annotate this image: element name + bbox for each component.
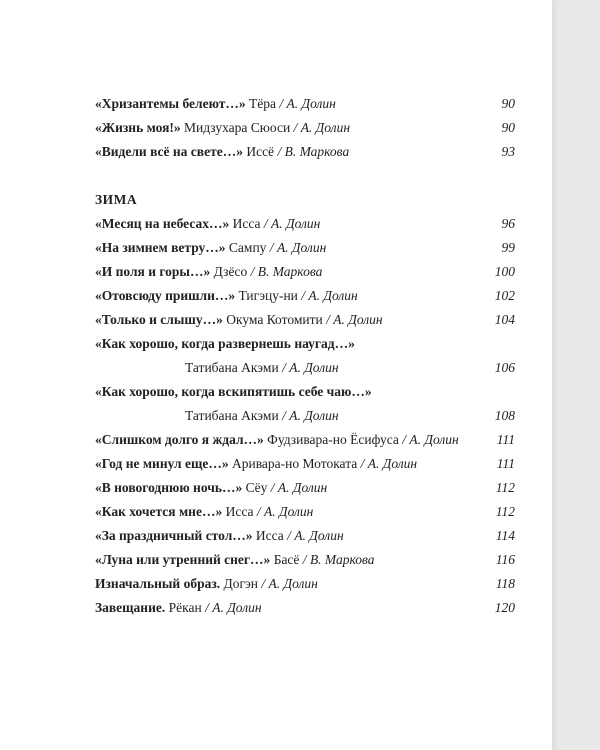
- entry-title: «Видели всё на свете…»: [95, 144, 243, 159]
- entry-page-number: 116: [495, 552, 515, 567]
- entry-translator: В. Маркова: [284, 144, 350, 159]
- entry-separator: /: [357, 456, 368, 471]
- entry-translator: А. Долин: [367, 456, 418, 471]
- entry-translator: А. Долин: [286, 96, 336, 111]
- entry-translator: А. Долин: [333, 312, 383, 327]
- entry-separator: /: [258, 576, 269, 591]
- entry-translator: А. Долин: [308, 288, 358, 303]
- toc-entry: [95, 500, 515, 524]
- entry-author: Иссё: [246, 144, 275, 159]
- toc-entry-title-line: [95, 380, 515, 404]
- section-heading: ЗИМА: [95, 192, 138, 207]
- section-spacer: [95, 164, 515, 188]
- entry-author: Исса: [255, 528, 284, 543]
- entry-author: Мидзухара Сюоси: [184, 120, 291, 135]
- entry-author: Татибана Акэми: [185, 408, 279, 423]
- entry-page-number: 104: [494, 312, 515, 327]
- entry-separator: /: [247, 264, 258, 279]
- toc-entry-continuation: [95, 356, 515, 380]
- toc-entry: [95, 524, 515, 548]
- entry-page-number: 106: [494, 360, 515, 375]
- entry-title: «Только и слышу…»: [95, 312, 223, 327]
- entry-page-number: 90: [501, 96, 515, 111]
- toc-entry: [95, 92, 515, 116]
- entry-author: Фудзивара-но Ёсифуса: [267, 432, 399, 447]
- toc-entry: [95, 596, 515, 620]
- toc-entry: [95, 548, 515, 572]
- entry-title: Изначальный образ.: [95, 576, 221, 591]
- entry-author: Рёкан: [168, 600, 202, 615]
- entry-page-number: 96: [501, 216, 515, 231]
- entry-page-number: 100: [494, 264, 515, 279]
- entry-author: Дзёсо: [213, 264, 248, 279]
- entry-title: «Месяц на небесах…»: [95, 216, 230, 231]
- entry-author: Исса: [232, 216, 261, 231]
- entry-translator: А. Долин: [289, 408, 339, 423]
- entry-separator: /: [299, 552, 310, 567]
- entry-separator: /: [253, 504, 264, 519]
- entry-separator: /: [267, 480, 278, 495]
- entry-translator: А. Долин: [409, 432, 459, 447]
- entry-title: «На зимнем ветру…»: [95, 240, 226, 255]
- entry-title: «Как хорошо, когда вскипятишь себе чаю…»: [95, 384, 372, 399]
- entry-page-number: 111: [496, 456, 515, 471]
- toc-entry-title-line: [95, 332, 515, 356]
- entry-title: «Слишком долго я ждал…»: [95, 432, 264, 447]
- entry-page-number: 108: [494, 408, 515, 423]
- entry-separator: /: [275, 96, 287, 111]
- toc-entry: [95, 428, 515, 452]
- entry-page-number: 111: [496, 432, 515, 447]
- toc-entry: [95, 116, 515, 140]
- entry-translator: А. Долин: [300, 120, 351, 135]
- entry-author: Аривара-но Мотоката: [231, 456, 358, 471]
- entry-separator: /: [398, 432, 410, 447]
- entry-separator: /: [322, 312, 334, 327]
- entry-page-number: 112: [495, 504, 515, 519]
- entry-author: Догэн: [223, 576, 259, 591]
- entry-title: «В новогоднюю ночь…»: [95, 480, 243, 495]
- entry-page-number: 99: [501, 240, 515, 255]
- entry-separator: /: [274, 144, 285, 159]
- entry-translator: А. Долин: [294, 528, 344, 543]
- entry-author: Басё: [273, 552, 300, 567]
- entry-author: Татибана Акэми: [185, 360, 279, 375]
- entry-page-number: 112: [495, 480, 515, 495]
- entry-page-number: 120: [494, 600, 515, 615]
- entry-author: Исса: [225, 504, 254, 519]
- entry-translator: А. Долин: [212, 600, 262, 615]
- entry-translator: А. Долин: [271, 216, 321, 231]
- entry-author: Сёу: [245, 480, 268, 495]
- entry-author: Тёра: [249, 96, 276, 111]
- entry-translator: А. Долин: [276, 240, 327, 255]
- entry-title: Завещание.: [95, 600, 166, 615]
- entry-title: «Хризантемы белеют…»: [95, 96, 246, 111]
- entry-separator: /: [283, 528, 295, 543]
- entry-page-number: 114: [495, 528, 515, 543]
- entry-translator: А. Долин: [263, 504, 314, 519]
- entry-page-number: 90: [501, 120, 515, 135]
- entry-separator: /: [278, 408, 290, 423]
- entry-title: «Год не минул еще…»: [95, 456, 229, 471]
- toc-entry: [95, 452, 515, 476]
- entry-title: «Жизнь моя!»: [95, 120, 181, 135]
- entry-translator: А. Долин: [268, 576, 318, 591]
- entry-title: «Отовсюду пришли…»: [95, 288, 236, 303]
- toc-entry: [95, 572, 515, 596]
- toc-entry: [95, 260, 515, 284]
- entry-author: Окума Котомити: [226, 312, 323, 327]
- toc-entry: [95, 140, 515, 164]
- entry-title: «За праздничный стол…»: [95, 528, 253, 543]
- entry-translator: А. Долин: [277, 480, 328, 495]
- toc-entry: [95, 212, 515, 236]
- entry-separator: /: [297, 288, 309, 303]
- entry-separator: /: [278, 360, 290, 375]
- entry-page-number: 118: [495, 576, 515, 591]
- entry-title: «И поля и горы…»: [95, 264, 211, 279]
- table-of-contents: [95, 92, 515, 620]
- entry-translator: В. Маркова: [309, 552, 375, 567]
- entry-author: Сампу: [228, 240, 267, 255]
- entry-title: «Луна или утренний снег…»: [95, 552, 271, 567]
- entry-separator: /: [201, 600, 213, 615]
- entry-translator: А. Долин: [289, 360, 339, 375]
- entry-page-number: 93: [501, 144, 515, 159]
- entry-title: «Как хорошо, когда развернешь наугад…»: [95, 336, 355, 351]
- entry-separator: /: [266, 240, 277, 255]
- toc-entry: [95, 308, 515, 332]
- toc-entry: [95, 236, 515, 260]
- entry-translator: В. Маркова: [257, 264, 323, 279]
- entry-page-number: 102: [494, 288, 515, 303]
- entry-separator: /: [260, 216, 272, 231]
- toc-entry: [95, 476, 515, 500]
- entry-author: Тигэцу-ни: [238, 288, 298, 303]
- entry-separator: /: [290, 120, 301, 135]
- toc-entry-continuation: [95, 404, 515, 428]
- toc-entry: [95, 284, 515, 308]
- entry-title: «Как хочется мне…»: [95, 504, 223, 519]
